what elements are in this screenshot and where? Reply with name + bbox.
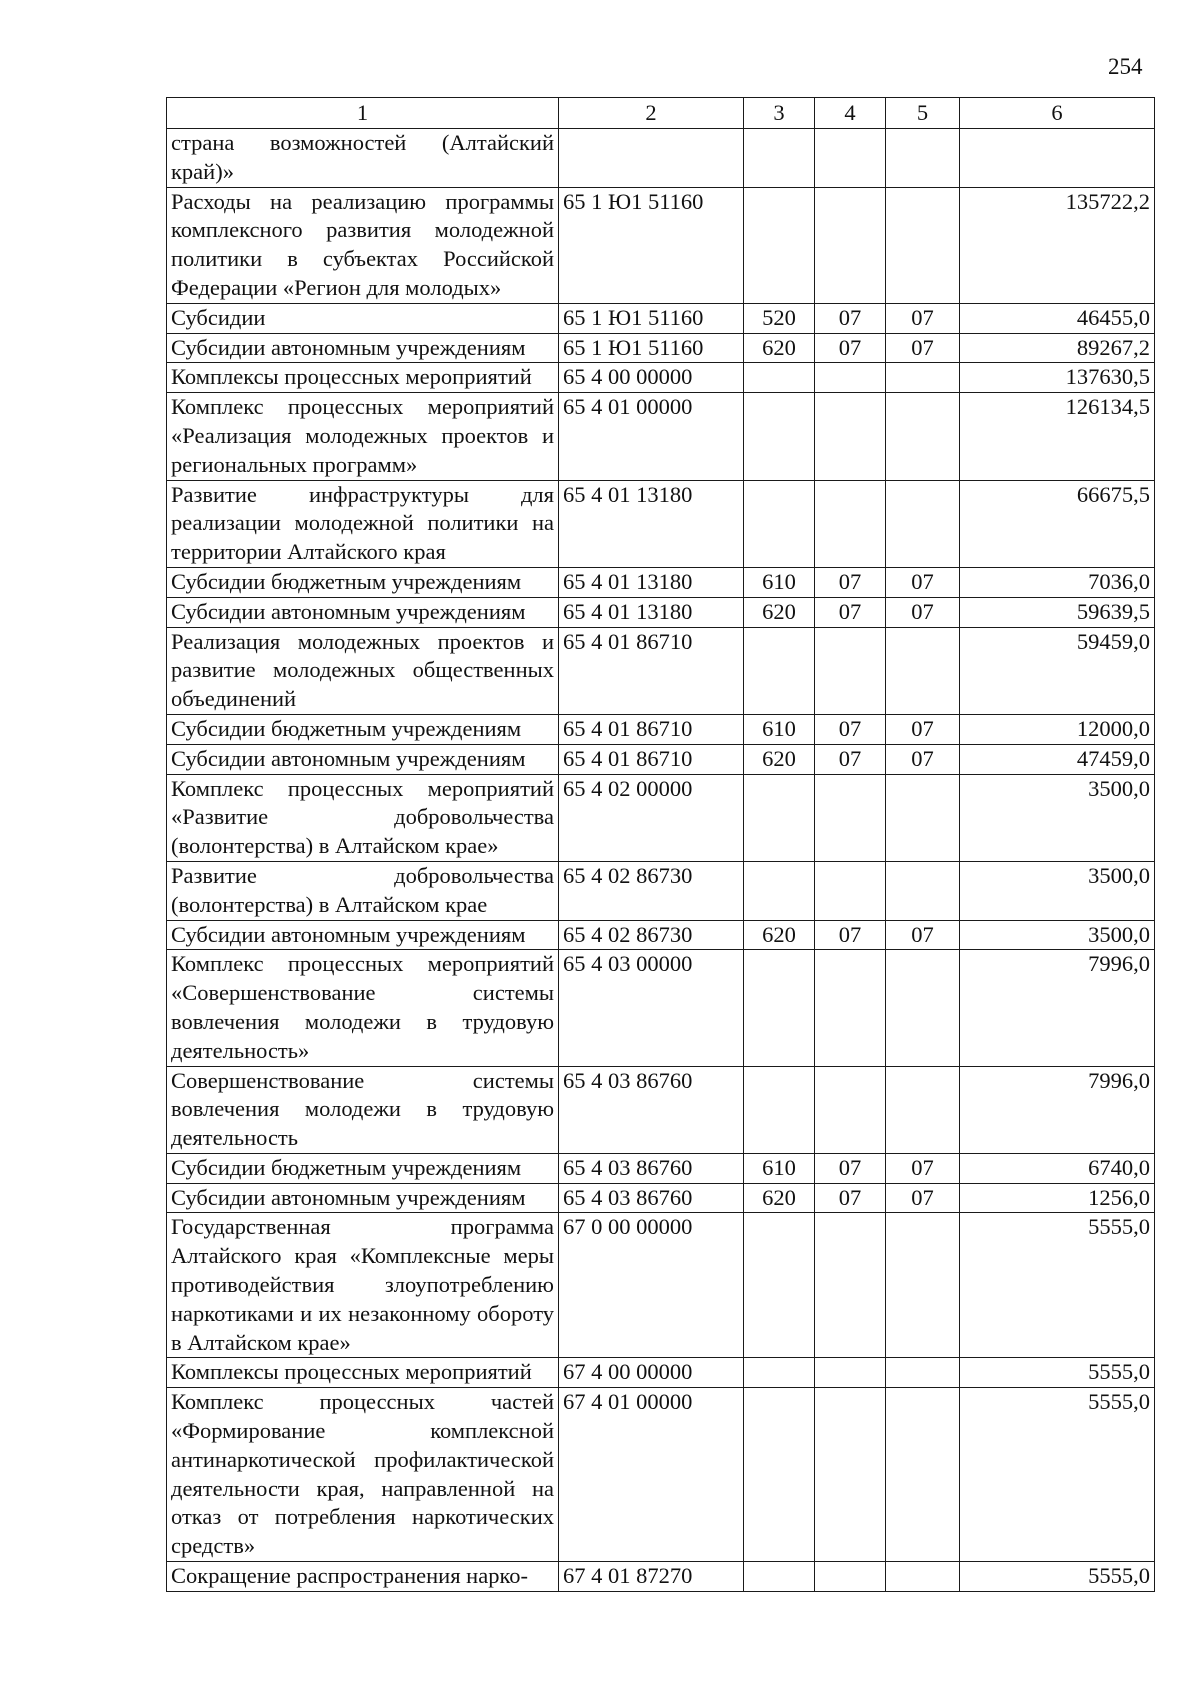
row-col5-cell (886, 363, 960, 393)
row-amount-cell: 6740,0 (960, 1153, 1155, 1183)
table-row (167, 627, 1155, 714)
row-col3-cell (744, 1213, 815, 1358)
row-code-cell: 65 4 01 13180 (559, 480, 744, 567)
row-amount-cell: 47459,0 (960, 744, 1155, 774)
row-name-cell: Государственная программа Алтайского края «Комплексные меры противодействия злоупотреблению наркотиками и их незаконному обороту в Алтайском крае» (167, 1213, 559, 1358)
row-col5-cell (886, 774, 960, 861)
row-col3-cell: 620 (744, 597, 815, 627)
row-name-cell: Комплекс процессных частей «Формирование комплексной антинаркотической профилактической деятельности края, направленной на отказ от потребления наркотических средств» (167, 1388, 559, 1562)
row-col4-cell: 07 (815, 744, 886, 774)
row-col4-cell: 07 (815, 597, 886, 627)
row-name-cell: Субсидии бюджетным учреждениям (167, 714, 559, 744)
table-body (167, 129, 1155, 1592)
column-header: 6 (960, 98, 1155, 129)
row-name-cell: Совершенствование системы вовлечения молодежи в трудовую деятельность (167, 1066, 559, 1153)
row-col4-cell: 07 (815, 1183, 886, 1213)
row-name-cell: Развитие инфраструктуры для реализации молодежной политики на территории Алтайского края (167, 480, 559, 567)
row-name-cell: Субсидии автономным учреждениям (167, 1183, 559, 1213)
table-row (167, 861, 1155, 920)
row-amount-cell: 5555,0 (960, 1358, 1155, 1388)
row-name-cell: Реализация молодежных проектов и развитие молодежных общественных объединений (167, 627, 559, 714)
row-amount-cell: 3500,0 (960, 920, 1155, 950)
row-col3-cell: 610 (744, 567, 815, 597)
row-col4-cell (815, 129, 886, 188)
row-code-cell: 67 0 00 00000 (559, 1213, 744, 1358)
row-col3-cell: 520 (744, 303, 815, 333)
row-code-cell: 65 4 01 00000 (559, 393, 744, 480)
row-col5-cell (886, 393, 960, 480)
row-name-cell: Комплекс процессных мероприятий «Развитие добровольчества (волонтерства) в Алтайском крае» (167, 774, 559, 861)
row-col3-cell (744, 774, 815, 861)
row-col3-cell (744, 1358, 815, 1388)
row-col5-cell (886, 1562, 960, 1592)
row-name-cell: Развитие добровольчества (волонтерства) в Алтайском крае (167, 861, 559, 920)
row-name-cell: Субсидии автономным учреждениям (167, 333, 559, 363)
row-name-cell: страна возможностей (Алтайский край)» (167, 129, 559, 188)
table-row (167, 1562, 1155, 1592)
row-col4-cell: 07 (815, 1153, 886, 1183)
row-col4-cell (815, 950, 886, 1066)
row-col5-cell: 07 (886, 744, 960, 774)
row-amount-cell: 135722,2 (960, 187, 1155, 303)
row-col3-cell (744, 1066, 815, 1153)
column-header: 4 (815, 98, 886, 129)
row-col5-cell: 07 (886, 714, 960, 744)
row-code-cell (559, 129, 744, 188)
row-col3-cell (744, 129, 815, 188)
row-col3-cell (744, 1388, 815, 1562)
row-col4-cell: 07 (815, 303, 886, 333)
row-code-cell: 65 4 00 00000 (559, 363, 744, 393)
row-amount-cell: 3500,0 (960, 861, 1155, 920)
table-row (167, 187, 1155, 303)
row-col3-cell: 620 (744, 333, 815, 363)
row-name-cell: Комплексы процессных мероприятий (167, 1358, 559, 1388)
table-row (167, 393, 1155, 480)
row-col4-cell (815, 1562, 886, 1592)
row-code-cell: 67 4 00 00000 (559, 1358, 744, 1388)
row-col5-cell (886, 187, 960, 303)
row-name-cell: Субсидии бюджетным учреждениям (167, 1153, 559, 1183)
row-amount-cell (960, 129, 1155, 188)
table-row (167, 1153, 1155, 1183)
row-col4-cell (815, 774, 886, 861)
row-name-cell: Сокращение распространения нарко- (167, 1562, 559, 1592)
row-col5-cell (886, 861, 960, 920)
row-col4-cell (815, 187, 886, 303)
row-code-cell: 65 4 01 86710 (559, 744, 744, 774)
row-col4-cell: 07 (815, 333, 886, 363)
table-row (167, 333, 1155, 363)
row-code-cell: 65 4 01 86710 (559, 627, 744, 714)
table-row (167, 597, 1155, 627)
row-code-cell: 65 4 03 86760 (559, 1183, 744, 1213)
row-code-cell: 65 4 03 00000 (559, 950, 744, 1066)
row-amount-cell: 137630,5 (960, 363, 1155, 393)
row-amount-cell: 89267,2 (960, 333, 1155, 363)
table-row (167, 480, 1155, 567)
table-row (167, 129, 1155, 188)
row-name-cell: Субсидии автономным учреждениям (167, 744, 559, 774)
row-name-cell: Субсидии бюджетным учреждениям (167, 567, 559, 597)
table-row (167, 744, 1155, 774)
row-name-cell: Комплекс процессных мероприятий «Реализация молодежных проектов и региональных программ» (167, 393, 559, 480)
row-col4-cell (815, 1388, 886, 1562)
row-amount-cell: 12000,0 (960, 714, 1155, 744)
row-col5-cell: 07 (886, 567, 960, 597)
row-col4-cell (815, 861, 886, 920)
row-name-cell: Комплекс процессных мероприятий «Совершенствование системы вовлечения молодежи в трудовую деятельность» (167, 950, 559, 1066)
column-header: 1 (167, 98, 559, 129)
row-col4-cell (815, 363, 886, 393)
row-code-cell: 65 4 03 86760 (559, 1153, 744, 1183)
row-col3-cell: 620 (744, 1183, 815, 1213)
row-code-cell: 65 4 01 86710 (559, 714, 744, 744)
row-col3-cell (744, 187, 815, 303)
row-name-cell: Субсидии автономным учреждениям (167, 920, 559, 950)
row-col5-cell: 07 (886, 303, 960, 333)
row-col4-cell (815, 1358, 886, 1388)
row-col3-cell: 610 (744, 1153, 815, 1183)
row-name-cell: Расходы на реализацию программы комплексного развития молодежной политики в субъектах Российской Федерации «Регион для молодых» (167, 187, 559, 303)
table-row (167, 1213, 1155, 1358)
table-row (167, 1066, 1155, 1153)
budget-table (166, 97, 1155, 1592)
table-header-row (167, 98, 1155, 129)
row-col4-cell (815, 393, 886, 480)
row-amount-cell: 5555,0 (960, 1562, 1155, 1592)
column-header: 5 (886, 98, 960, 129)
row-col3-cell (744, 950, 815, 1066)
table-row (167, 1358, 1155, 1388)
table-row (167, 567, 1155, 597)
table-row (167, 303, 1155, 333)
row-col4-cell (815, 627, 886, 714)
row-code-cell: 65 4 01 13180 (559, 597, 744, 627)
table-row (167, 714, 1155, 744)
row-col5-cell (886, 1066, 960, 1153)
row-col5-cell (886, 1358, 960, 1388)
row-col5-cell (886, 627, 960, 714)
row-amount-cell: 3500,0 (960, 774, 1155, 861)
column-header: 2 (559, 98, 744, 129)
row-col4-cell (815, 1213, 886, 1358)
table-row (167, 774, 1155, 861)
row-code-cell: 67 4 01 00000 (559, 1388, 744, 1562)
row-code-cell: 65 4 02 86730 (559, 920, 744, 950)
row-col3-cell (744, 1562, 815, 1592)
row-col3-cell: 620 (744, 744, 815, 774)
row-code-cell: 65 1 Ю1 51160 (559, 303, 744, 333)
row-amount-cell: 59639,5 (960, 597, 1155, 627)
row-code-cell: 65 1 Ю1 51160 (559, 187, 744, 303)
row-amount-cell: 7036,0 (960, 567, 1155, 597)
row-col3-cell (744, 363, 815, 393)
row-col5-cell: 07 (886, 920, 960, 950)
row-name-cell: Субсидии (167, 303, 559, 333)
row-col4-cell (815, 480, 886, 567)
table-row (167, 363, 1155, 393)
row-code-cell: 65 1 Ю1 51160 (559, 333, 744, 363)
row-name-cell: Субсидии автономным учреждениям (167, 597, 559, 627)
row-amount-cell: 46455,0 (960, 303, 1155, 333)
row-col5-cell (886, 129, 960, 188)
row-code-cell: 65 4 03 86760 (559, 1066, 744, 1153)
row-amount-cell: 1256,0 (960, 1183, 1155, 1213)
row-code-cell: 65 4 02 86730 (559, 861, 744, 920)
row-col4-cell: 07 (815, 920, 886, 950)
row-col4-cell: 07 (815, 567, 886, 597)
column-header: 3 (744, 98, 815, 129)
row-amount-cell: 7996,0 (960, 950, 1155, 1066)
row-code-cell: 67 4 01 87270 (559, 1562, 744, 1592)
row-col3-cell (744, 627, 815, 714)
row-col5-cell: 07 (886, 1153, 960, 1183)
page-number: 254 (1108, 54, 1143, 79)
row-col5-cell (886, 480, 960, 567)
row-name-cell: Комплексы процессных мероприятий (167, 363, 559, 393)
row-col5-cell: 07 (886, 333, 960, 363)
row-col5-cell (886, 950, 960, 1066)
row-col4-cell (815, 1066, 886, 1153)
row-col3-cell: 620 (744, 920, 815, 950)
row-code-cell: 65 4 01 13180 (559, 567, 744, 597)
table-row (167, 950, 1155, 1066)
row-col5-cell: 07 (886, 597, 960, 627)
row-col5-cell: 07 (886, 1183, 960, 1213)
row-col3-cell (744, 480, 815, 567)
table-row (167, 920, 1155, 950)
row-amount-cell: 59459,0 (960, 627, 1155, 714)
row-col5-cell (886, 1213, 960, 1358)
table-row (167, 1183, 1155, 1213)
row-amount-cell: 5555,0 (960, 1213, 1155, 1358)
table-row (167, 1388, 1155, 1562)
row-amount-cell: 66675,5 (960, 480, 1155, 567)
row-col4-cell: 07 (815, 714, 886, 744)
row-amount-cell: 126134,5 (960, 393, 1155, 480)
row-col3-cell (744, 861, 815, 920)
row-col5-cell (886, 1388, 960, 1562)
row-col3-cell: 610 (744, 714, 815, 744)
row-col3-cell (744, 393, 815, 480)
row-amount-cell: 7996,0 (960, 1066, 1155, 1153)
row-amount-cell: 5555,0 (960, 1388, 1155, 1562)
row-code-cell: 65 4 02 00000 (559, 774, 744, 861)
